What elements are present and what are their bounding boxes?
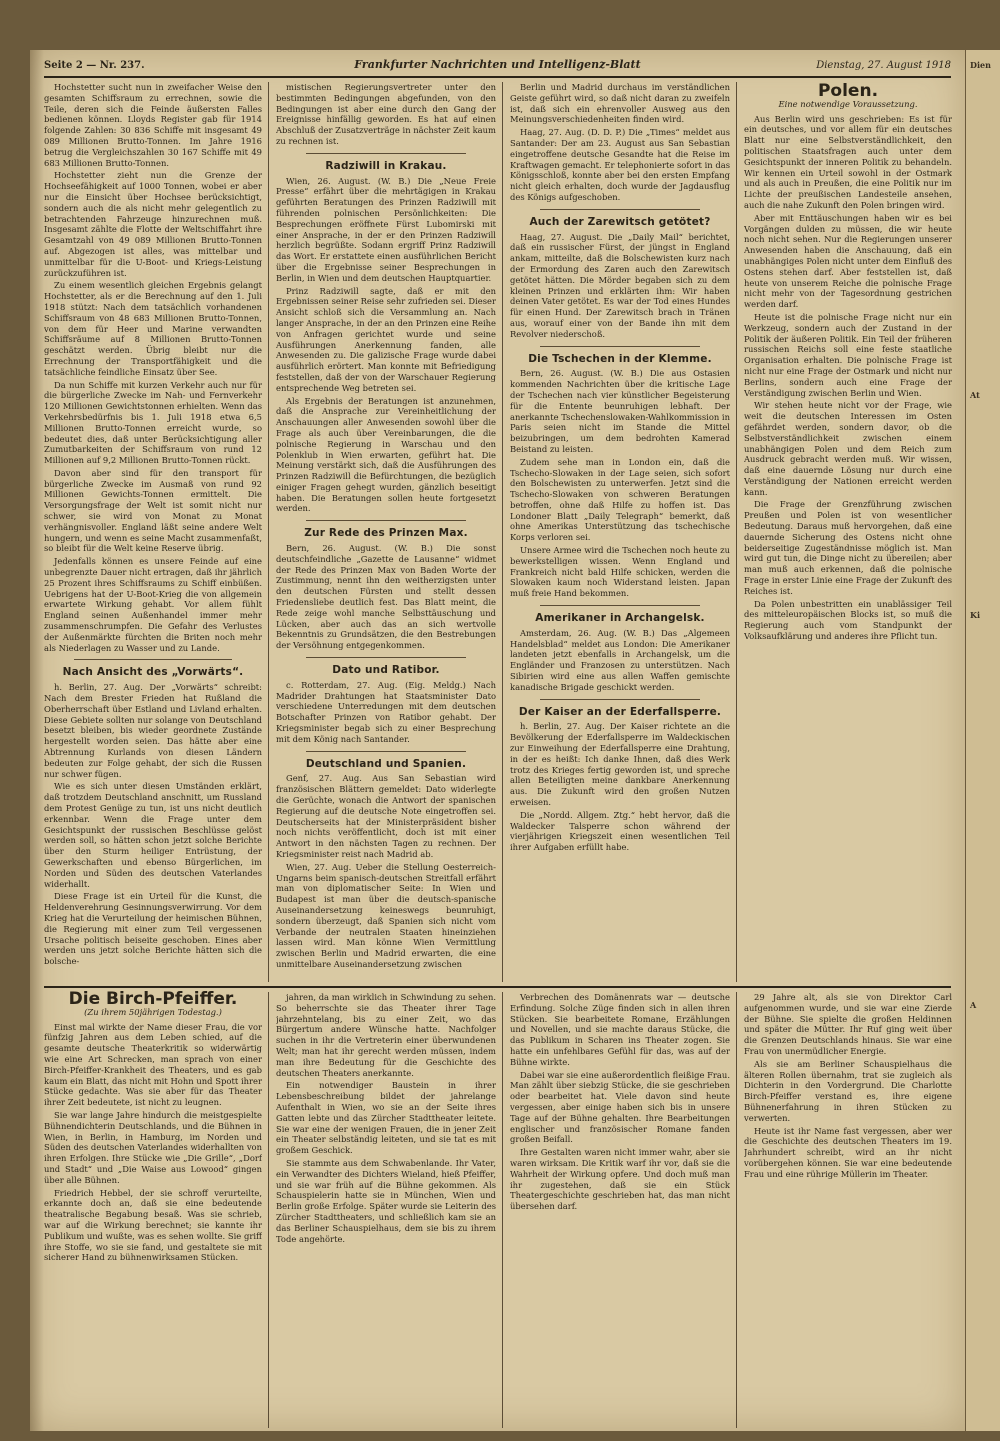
paragraph: Zu einem wesentlich gleichen Ergebnis gelangt Hochstetter, als er die Berechnung auf den 1. Juli 1918 stützt: Nach dem tatsächlich vorhandenen Schiffsraum von 48 683 Millionen Brutto-Tonnen, von dem für Heer und Marine verwandten Schiffsräume auf 8 Millionen Brutto-Tonnen geschätzt werden. Übrig bleibt nur die Errechnung der Transportfähigkeit und die tatsächliche feindliche Einsatz über See. xyxy=(44,280,262,377)
paragraph: Bern, 26. August. (W. B.) Die sonst deutschfeindliche „Gazette de Lausanne“ widmet der Rede des Prinzen Max von Baden Worte der Zustimmung, nennt ihn den weitherzigsten unter den deutschen Fürsten und stellt dessen Friedensliebe deutlich fest. Das Blatt meint, die Rede zeige wohl manche Selbsttäuschung und Lücken, aber auch das an sich wertvolle Bekenntnis zu Grundsätzen, die den Bestrebungen der Versöhnung entgegenkommen. xyxy=(276,543,496,651)
paragraph: Da nun Schiffe mit kurzen Verkehr auch nur für die bürgerliche Zwecke im Nah- und Fernverkehr 120 Millionen Gewichtstonnen erhielten. Wenn das Verkehrsbedürfnis bis 1. Juli 1918 etwa 6,5 Millionen Brutto-Tonnen erreicht wurde, so bedeutet dies, daß unter Berücksichtigung aller Zumutbarkeiten der Schiffsraum von rund 12 Millionen auf 9,2 Millionen Brutto-Tonnen rückt. xyxy=(44,379,262,466)
paragraph: Als sie am Berliner Schauspielhaus die älteren Rollen übernahm, trat sie zugleich als Dichterin in den Vordergrund. Die Charlotte Birch-Pfeiffer verstand es, ihre eigene Bühnenerfahrung in ihren Stücken zu verwerten. xyxy=(744,1058,952,1123)
paragraph: Amsterdam, 26. Aug. (W. B.) Das „Algemeen Handelsblad“ meldet aus London: Die Amerikaner landeten jetzt ebenfalls in Archangelsk, um die Engländer und Franzosen zu unterstützen. Nach Sibirien wird eine aus allen Waffen gemischte kanadische Brigade geschickt werden. xyxy=(510,627,730,692)
paragraph: Hochstetter sucht nun in zweifacher Weise den gesamten Schiffsraum zu errechnen, sowie die Teile, deren sich die Feinde äußersten Falles bedienen können. Lloyds Register gab für 1914 folgende Zahlen: 30 836 Schiffe mit insgesamt 49 089 Millionen Brutto-Tonnen. Im Jahre 1916 betrug die Vergleichszahlen 30 167 Schiffe mit 49 683 Millionen Brutto-Tonnen. xyxy=(44,82,262,168)
newspaper-page xyxy=(30,50,965,1431)
paragraph: Wie es sich unter diesen Umständen erklärt, daß trotzdem Deutschland anschnitt, um Russland dem Protest Genüge zu tun, ist uns nicht deutlich erkennbar. Wenn die Frage unter dem Gesichtspunkt der russischen Beschlüsse gelöst werden soll, so hätten schon jetzt solche Berichte über den Sturm heiliger Entrüstung, der Gewerkschaften und ebenso Bürgerlichen, im Norden und Süden des deutschen Vaterlandes widerhallt. xyxy=(44,781,262,889)
feuilleton-subtitle: (Zu ihrem 50jährigen Todestag.) xyxy=(84,1006,222,1017)
paragraph: Die „Nordd. Allgem. Ztg.“ hebt hervor, daß die Waldecker Talsperre schon während der vierjährigen Kriegszeit einen wesentlichen Teil ihrer Aufgaben erfüllt habe. xyxy=(510,809,730,853)
paragraph: 29 Jahre alt, als sie von Direktor Carl aufgenommen wurde, und sie war eine Zierde der Bühne. Sie spielte die großen Heldinnen und später die Mütter. Ihr Ruf ging weit über die Grenzen Deutschlands hinaus. Sie war eine Frau von unermüdlicher Energie. xyxy=(744,992,952,1056)
issue-date: Dienstag, 27. August 1918 xyxy=(816,60,951,71)
headline-dato: Dato und Ratibor. xyxy=(332,664,440,677)
headline-archangelsk: Amerikaner in Archangelsk. xyxy=(535,612,705,625)
paragraph: Verbrechen des Domänenrats war — deutsche Erfindung. Solche Züge finden sich in allen ihren Stücken. Sie bearbeitete Romane, Erzählungen und Novellen, und sie machte daraus Stücke, die das Publikum in Scharen ins Theater zogen. Sie hatte ein unfehlbares Gefühl für das, was auf der Bühne wirkte. xyxy=(510,992,730,1067)
paragraph: Die Frage der Grenzführung zwischen Preußen und Polen ist von wesentlicher Bedeutung. Daraus muß hervorgehen, daß eine dauernde Sicherung des Ostens nicht ohne beiderseitige Zugeständnisse möglich ist. Man wird gut tun, die Dinge nicht zu übereilen; aber man muß auch erkennen, daß die polnische Frage in erster Linie eine Frage der Zukunft des Reiches ist. xyxy=(744,499,952,596)
paragraph: Dabei war sie eine außerordentlich fleißige Frau. Man zählt über siebzig Stücke, die sie geschrieben oder bearbeitet hat. Viele davon sind heute vergessen, aber einige haben sich bis in unsere Tage auf der Bühne gehalten. Ihre Bearbeitungen englischer und französischer Romane fanden großen Beifall. xyxy=(510,1069,730,1145)
headline-radziwill: Radziwill in Krakau. xyxy=(325,159,447,172)
adjacent-page-text: Ki xyxy=(970,610,980,620)
paragraph: Jedenfalls können es unsere Feinde auf eine unbegrenzte Dauer nicht ertragen, daß ihr jährlich 25 Prozent ihres Schiffsraums zu Schiff einbüßen. Uebrigens hat der U-Boot-Krieg die von allgemein erwartete Wirkung gehabt. Vor allem fühlt England seinen Außenhandel immer mehr zusammenschrumpfen. Die Gefahr des Verlustes der Außenmärkte fürchten die Briten noch mehr als Niederlagen zu Wasser und zu Lande. xyxy=(44,556,262,653)
adjacent-page-text: A xyxy=(970,1000,977,1010)
paragraph: h. Berlin, 27. Aug. Der Kaiser richtete an die Bevölkerung der Ederfallsperre im Waldeckischen zur Einweihung der Ederfallsperre eine Drahtung, in der es heißt: Ich danke Ihnen, daß dies Werk trotz des Krieges fertig geworden ist, und spreche allen Beteiligten meine dankbare Anerkennung aus. Die Zukunft wird den großen Nutzen erweisen. xyxy=(510,721,730,808)
paragraph: Prinz Radziwill sagte, daß er mit den Ergebnissen seiner Reise sehr zufrieden sei. Dieser Ansicht schloß sich die Versammlung an. Nach langer Ansprache, in der an den Prinzen eine Reihe von Anfragen gerichtet wurde und seine Ausführungen Anerkennung fanden, alle Anwesenden zu. Die galizische Frage wurde dabei ausführlich erörtert. Man konnte mit Befriedigung feststellen, daß der von der Warschauer Regierung entsprechende Weg betreten sei. xyxy=(276,285,496,393)
headline-spanien: Deutschland und Spanien. xyxy=(305,757,467,770)
paragraph: Zudem sehe man in London ein, daß die Tschecho-Slowaken in der Lage seien, sich sofort den Bolschewisten zu unterwerfen. Jetzt sind die Tschecho-Slowaken von schweren Beratungen betroffen, ohne daß Hilfe zu hoffen ist. Das Londoner Blatt „Daily Telegraph“ bemerkt, daß ohne Amerikas Unterstützung das tschechische Korps verloren sei. xyxy=(510,456,730,543)
paragraph: Ihre Gestalten waren nicht immer wahr, aber sie waren wirksam. Die Kritik warf ihr vor, daß sie die Wahrheit der Wirkung opfere. Und doch muß man ihr zugestehen, daß sie ein Stück Theatergeschichte geschrieben hat, das man nicht übersehen darf. xyxy=(510,1147,730,1212)
headline-tschechen: Die Tschechen in der Klemme. xyxy=(528,352,712,365)
paragraph: Wien, 26. August. (W. B.) Die „Neue Freie Presse“ erfährt über die mehrtägigen in Krakau geführten Beratungen des Prinzen Radziwill mit führenden polnischen Persönlichkeiten: Die Besprechungen eröffnete Fürst Lubomirski mit einer Ansprache, in der er den Prinzen Radziwill herzlich begrüßte. Sodann ergriff Prinz Radziwill das Wort. Er erstattete einen ausführlichen Bericht über die Ergebnisse seiner Besprechungen in Berlin, in Wien und dem deutschen Hauptquartier. xyxy=(276,175,496,283)
article-column-1 xyxy=(44,82,262,982)
paragraph: jahren, da man wirklich in Schwindung zu sehen. So beherrschte sie das Theater ihrer Tage jahrzehntelang, bis zu einer Zeit, wo das Bürgertum andere Wünsche hatte. Nachfolger suchen in ihr die Vertreterin einer überwundenen Welt; man hat ihr gerecht werden müssen, indem man ihre Bedeutung für die Geschichte des deutschen Theaters anerkannte. xyxy=(276,992,496,1078)
adjacent-page-text: At xyxy=(970,390,980,400)
paragraph: Da Polen unbestritten ein unablässiger Teil des mitteleuropäischen Blocks ist, so muß die Regierung auch vom Standpunkt der Volksaufklärung und anderes ihre Pflicht tun. xyxy=(744,598,952,642)
subheadline-polen: Eine notwendige Voraussetzung. xyxy=(778,98,918,109)
paragraph: Genf, 27. Aug. Aus San Sebastian wird französischen Blättern gemeldet: Dato widerlegte die Gerüchte, wonach die Antwort der spanischen Regierung auf die deutsche Note eingetroffen sei. Deutscherseits hat der Ministerpräsident bisher noch nichts veröffentlicht, doch ist mit einer Antwort in den nächsten Tagen zu rechnen. Der Kriegsminister reist nach Madrid ab. xyxy=(276,773,496,859)
feuilleton-column-2 xyxy=(276,992,496,1426)
page-number: Seite 2 — Nr. 237. xyxy=(44,60,145,71)
paragraph: Davon aber sind für den transport für bürgerliche Zwecke im Ausmaß von rund 92 Millionen Gewichts-Tonnen ermittelt. Die Versorgungsfrage der Welt ist somit nicht nur schwer, sie wird von Monat zu Monat verhängnisvoller. England läßt seine andere Welt hungern, und wenn es seine Macht zusammenfaßt, so bleibt für die Welt keine Reserve übrig. xyxy=(44,467,262,554)
feuilleton-divider xyxy=(44,986,951,988)
adjacent-page-edge xyxy=(966,50,1000,1431)
article-column-4 xyxy=(744,82,952,982)
paragraph: Unsere Armee wird die Tschechen noch heute zu bewerkstelligen wissen. Wenn England und Frankreich nicht bald Hilfe schicken, werden die Slowaken kaum noch Widerstand leisten. Japan muß freie Hand bekommen. xyxy=(510,545,730,599)
feuilleton-column-4 xyxy=(744,992,952,1426)
paragraph: c. Rotterdam, 27. Aug. (Eig. Meldg.) Nach Madrider Drahtungen hat Staatsminister Dato verschiedene Unterredungen mit dem deutschen Botschafter Prinzen von Ratibor gehabt. Der Kriegsminister begab sich zu einer Besprechung mit dem König nach Santander. xyxy=(276,679,496,744)
paragraph: Diese Frage ist ein Urteil für die Kunst, die Heldenverehrung Gesinnungsverwirrung. Vor dem Krieg hat die Verurteilung der heimischen Bühnen, die Regierung mit einer zum Teil vergessenen Ursache politisch beiseite geschoben. Eines aber werden uns jetzt solche Berichte hätten sich die bolsche- xyxy=(44,891,262,967)
paragraph: Heute ist ihr Name fast vergessen, aber wer die Geschichte des deutschen Theaters im 19. Jahrhundert schreibt, wird an ihr nicht vorübergehen können. Sie war eine bedeutende Frau und eine rührige Müllerin im Theater. xyxy=(744,1125,952,1179)
feuilleton-title: Die Birch-Pfeiffer. xyxy=(68,990,238,1009)
paragraph: Aus Berlin wird uns geschrieben: Es ist für ein deutsches, und vor allem für ein deutsches Blatt nur eine Selbstverständlichkeit, den politischen Staatsfragen auch unter dem Gesichtspunkt der inneren Politik zu behandeln. Wir kennen ein Urteil sowohl in der Ostmark und als auch in Preußen, die eine Politik nur im Lichte der preußischen Landesteile ansehen, auch die nahe Zukunft den Polen bringen wird. xyxy=(744,113,952,210)
paragraph: Wir stehen heute nicht vor der Frage, wie weit die deutschen Interessen im Osten gefährdet werden, sondern davor, ob die Selbstverständlichkeit zwischen einem unabhängigen Polen und dem Reich zum Ausdruck gebracht werden muß. Wir wissen, daß eine dauernde Lösung nur durch eine Verständigung der Nationen erreicht werden kann. xyxy=(744,400,952,497)
article-column-3 xyxy=(510,82,730,982)
paragraph: Heute ist die polnische Frage nicht nur ein Werkzeug, sondern auch der Zustand in der Politik der äußeren Politik. Ein Teil der früheren russischen Reichs soll eine feste staatliche Organisation erhalten. Die polnische Frage ist nicht nur eine Frage der Ostmark und nicht nur Berlins, sondern auch eine Frage der Verständigung zwischen Berlin und Wien. xyxy=(744,311,952,398)
feuilleton-column-3 xyxy=(510,992,730,1426)
headline-polen: Polen. xyxy=(817,82,879,101)
masthead: Frankfurter Nachrichten und Intelligenz-Blatt xyxy=(354,58,641,71)
paragraph: Haag, 27. Aug. (D. D. P.) Die „Times“ meldet aus Santander: Der am 23. August aus San Sebastian eingetroffene deutsche Gesandte hat die Reise im Kraftwagen gemacht. Er telephonierte sofort in das Königsschloß, konnte aber bei den ersten Empfang nicht gleich erhalten, doch wurde der Jagdausflug des Königs aufgeschoben. xyxy=(510,127,730,202)
feuilleton-column-1 xyxy=(44,990,262,1426)
paragraph: h. Berlin, 27. Aug. Der „Vorwärts“ schreibt: Nach dem Brester Frieden hat Rußland die Oberherrschaft über Estland und Livland erhalten. Diese Gebiete sollten nur solange von Deutschland besetzt bleiben, bis wieder geordnete Zustände hergestellt worden seien. Das hätte aber eine Abtrennung Kurlands von diesen Ländern bedeuten zur Folge gehabt, der sich die Russen nur schwer fügen. xyxy=(44,682,262,779)
headline-vorwaerts: Nach Ansicht des „Vorwärts“. xyxy=(62,666,244,679)
adjacent-page-text: Dien xyxy=(970,60,991,70)
headline-ederfallsperre: Der Kaiser an der Ederfallsperre. xyxy=(518,705,722,718)
paragraph: Hochstetter zieht nun die Grenze der Hochseefähigkeit auf 1000 Tonnen, wobei er aber nur die Einsicht über Hochsee berücksichtigt, sondern auch die als nicht mehr gelegentlich zu betrachtenden Fahrzeuge hinzurechnen muß. Insgesamt zählte die Flotte der Weltschiffahrt ihre Gesamtzahl von 49 089 Millionen Brutto-Tonnen auf. Abgezogen ist alles, was mittelbar und unmittelbar für die U-Boot- und Kriegs-Leistung zurückzuführen ist. xyxy=(44,170,262,278)
paragraph: Bern, 26. August. (W. B.) Die aus Ostasien kommenden Nachrichten über die kritische Lage der Tschechen nach vier künstlicher Begeisterung für die Entente beunruhigen lebhaft. Der anerkannte Tschechenslowaken-Wahlkommission in Paris seien nicht im Stande die Mittel beizubringen, um dem bedrohten Kamerad Beistand zu leisten. xyxy=(510,368,730,454)
paragraph: Als Ergebnis der Beratungen ist anzunehmen, daß die Ansprache zur Vereinheitlichung der Anschauungen aller Anwesenden sowohl über die Frage als auch über Vereinbarungen, die die polnische Regierung in Warschau und den Polenklub in Wien erwarten, geführt hat. Die Meinung verstärkt sich, daß die Ausführungen des Prinzen Radziwill die Befürchtungen, die bezüglich einiger Fragen gehegt wurden, gänzlich beseitigt haben. Die Beratungen sollen heute fortgesetzt werden. xyxy=(276,395,496,514)
paragraph: Ein notwendiger Baustein in ihrer Lebensbeschreibung bildet der jahrelange Aufenthalt in Wien, wo sie an der Seite ihres Gatten lebte und das Zürcher Stadttheater leitete. Sie war eine der wenigen Frauen, die in jener Zeit ein Theater selbständig leiteten, und sie tat es mit großem Geschick. xyxy=(276,1080,496,1156)
headline-prinz-max: Zur Rede des Prinzen Max. xyxy=(304,527,468,540)
paragraph: Haag, 27. August. Die „Daily Mail“ berichtet, daß ein russischer Fürst, der jüngst in England ankam, mitteilte, daß die Bolschewisten kurz nach der Ermordung des Zaren auch den Zarewitsch getötet hätten. Die Mörder begaben sich zu dem kleinen Prinzen und erklärten ihm: Wir haben deinen Vater getötet. Es war der Tod eines Hundes für einen Hund. Der Zarewitsch brach in Tränen aus, worauf einer von der Bande ihn mit dem Revolver niederschoß. xyxy=(510,231,730,339)
paragraph: Einst mal wirkte der Name dieser Frau, die vor fünfzig Jahren aus dem Leben schied, auf die gesamte deutsche Theaterkritik so widerwärtig wie eine Art Schrecken, man sprach von einer Birch-Pfeiffer-Krankheit des Theaters, und es gab kaum ein Blatt, das nicht mit Hohn und Spott ihrer Stücke gedachte. Was sie aber für das Theater ihrer Zeit bedeutete, ist nicht zu leugnen. xyxy=(44,1021,262,1108)
paragraph: Aber mit Enttäuschungen haben wir es bei Vorgängen dulden zu müssen, die wir heute noch nicht sehen. Nur die Regierungen unserer Anwesenden haben die Anschauung, daß ein unabhängiges Polen nicht unter dem Einfluß des Ostens stehen darf. Aber feststellen ist, daß heute von unserem Reiche die polnische Frage nicht mehr von der Tagesordnung gestrichen werden darf. xyxy=(744,212,952,310)
paragraph: Sie stammte aus dem Schwabenlande. Ihr Vater, ein Verwandter des Dichters Wieland, hieß Pfeiffer, und sie war früh auf die Bühne gekommen. Als Schauspielerin hatte sie in München, Wien und Berlin große Erfolge. Später wurde sie Leiterin des Zürcher Stadttheaters, und schließlich kam sie an das Berliner Schauspielhaus, dem sie bis zu ihrem Tode angehörte. xyxy=(276,1157,496,1244)
article-column-2 xyxy=(276,82,496,982)
paragraph: Sie war lange Jahre hindurch die meistgespielte Bühnendichterin Deutschlands, und die Bühnen in Wien, in Berlin, in Hamburg, im Norden und Süden des deutschen Vaterlandes widerhallten von ihren Erfolgen. Ihre Stücke wie „Die Grille“, „Dorf und Stadt“ und „Die Waise aus Lowood“ gingen über alle Bühnen. xyxy=(44,1109,262,1185)
paragraph: mistischen Regierungsvertreter unter den bestimmten Bedingungen abgefunden, von den Bedingungen ist aber eine durch den Gang der Ereignisse hinfällig geworden. Es hat auf einen Abschluß der Zusatzverträge in nächster Zeit kaum zu rechnen ist. xyxy=(276,82,496,146)
page-header xyxy=(44,58,951,78)
paragraph: Wien, 27. Aug. Ueber die Stellung Oesterreich-Ungarns beim spanisch-deutschen Streitfall erfährt man von diplomatischer Seite: In Wien und Budapest ist man über die deutsch-spanische Auseinandersetzung keineswegs beunruhigt, sondern überzeugt, daß Spanien sich nicht vom Verbande der neutralen Staaten hineinziehen lassen wird. Man könne Wien Vermittlung zwischen Berlin und Madrid erwarten, die eine unmittelbare Auseinandersetzung zwischen xyxy=(276,861,496,969)
paragraph: Berlin und Madrid durchaus im verständlichen Geiste geführt wird, so daß nicht daran zu zweifeln ist, daß sich ein ehrenvoller Ausweg aus den Meinungsverschiedenheiten finden wird. xyxy=(510,82,730,125)
headline-zarewitsch: Auch der Zarewitsch getötet? xyxy=(529,215,711,228)
paragraph: Friedrich Hebbel, der sie schroff verurteilte, erkannte doch an, daß sie eine bedeutende theatralische Begabung besaß. Was sie schrieb, war auf die Wirkung berechnet; sie kannte ihr Publikum und wußte, was es sehen wollte. Sie griff ihre Stoffe, wo sie sie fand, und gestaltete sie mit sicherer Hand zu bühnenwirksamen Stücken. xyxy=(44,1187,262,1263)
